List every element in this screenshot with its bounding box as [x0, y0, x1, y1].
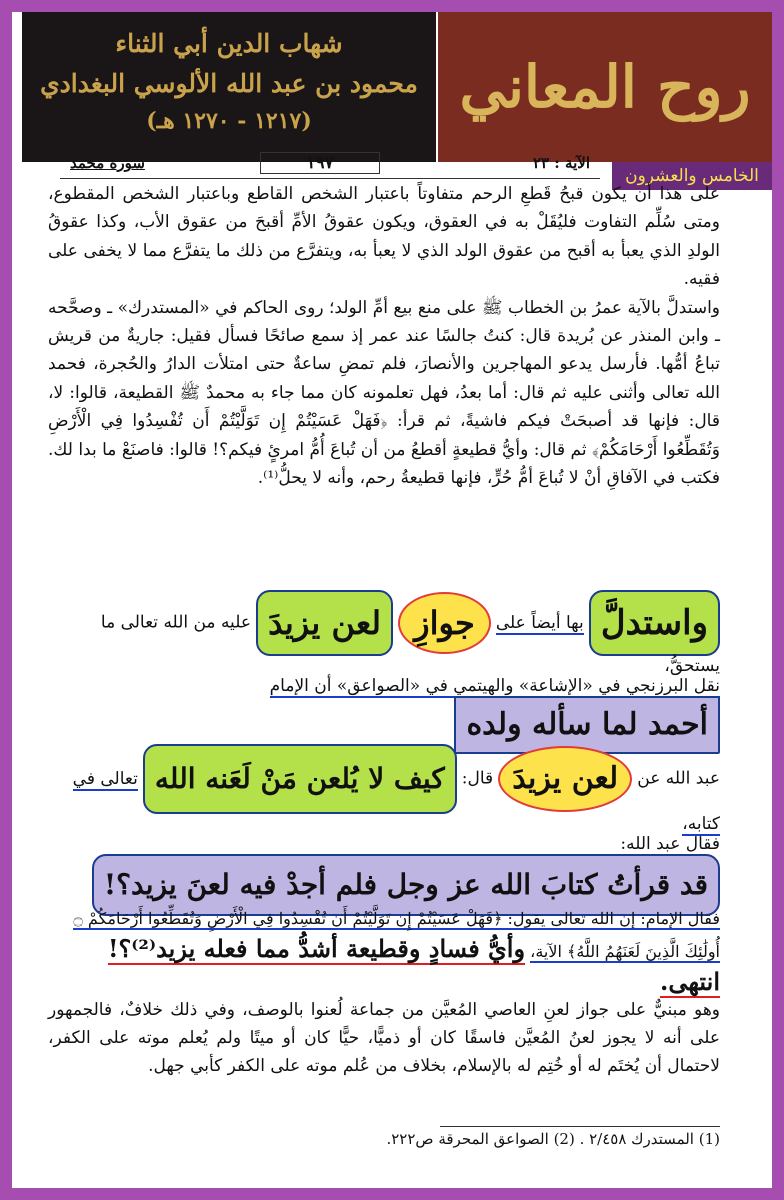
line3-qal: قال: [461, 768, 494, 789]
quote-box: كيف لا يُلعن مَنْ لَعَنه الله [143, 744, 457, 814]
author-line-1: شهاب الدين أبي الثناء [115, 29, 343, 58]
ayah-number: الآية : ٢٣ [532, 154, 590, 172]
paragraph-1: على هذا أن يكون قبحُ قَطعِ الرحم متفاوتاً باعتبار الشخص القاطع وباعتبار الشخص المقطوع، ومتى سُلِّم التفاوت فليُقَلْ به في العقوق، ويكون عقوقُ الأمِّ أقبحَ من عقوق الأب، وكذا عقوقُ الولدِ الذي يعبأ به أقبح من عقوق الولد الذي لا يعبأ به، ويتفرَّع من ذلك ما يتفرَّع مما لا يخفى على فقيه. [48, 184, 720, 290]
volume-label: الخامس والعشرون [612, 162, 772, 190]
line4-start: فقال عبد الله: [620, 834, 720, 854]
surah-name: سورة محمد [70, 154, 145, 172]
line3-end: تعالى في كتابه، [72, 768, 720, 834]
highlight-line-5 [48, 904, 720, 994]
paragraph-2: واستدلَّ بالآية عمرُ بن الخطاب ﷺ على منع بيع أمِّ الولد؛ روى الحاكم في «المستدرك» ـ وصحَّحه ـ وابن المنذر عن بُريدة قال: كنتُ جالسًا عند عمر إذ سمع صائحًا فسأل فقيل: جاريةٌ من قريش تباعُ أمُّها. فأرسل يدعو المهاجرين والأنصارَ، فلم تمضِ ساعةٌ حتى امتلأت الدارُ والحُجرة، فحمد الله تعالى وأثنى عليه ثم قال: أما بعدُ، فهل تعلمونه كان مما جاء به محمدٌ ﷺ القطيعة، قالوا: لا، قال: فإنها قد أصبحَتْ فيكم فاشيةً، ثم قرأ: ﴿فَهَلْ عَسَيْتُمْ إِن تَوَلَّيْتُمْ أَن تُفْسِدُوا فِي الْأَرْضِ وَتُقَطِّعُوا أَرْحَامَكُمْ﴾ ثم قال: وأيُّ قطيعةٍ أقطعُ من أن تُباعَ أُمُّ امرئٍ فيكم؟! قالوا: فاصنَعْ ما بدا لك. فكتب في الآفاقِ أنْ لا تُباعَ أمُّ حُرٍّ، فإنها قطيعةُ رحم، وأنه لا يحلُّ⁽¹⁾. [48, 297, 720, 489]
question-box: قد قرأتُ كتابَ الله عز وجل فلم أجدْ فيه لعنَ يزيد؟! [92, 854, 720, 916]
highlight-line-1 [48, 590, 720, 676]
footnotes: (1) المستدرك ٢/٤٥٨ . (2) الصواعق المحرقة ص٢٢٢. [386, 1130, 720, 1148]
highlight-line-4 [48, 834, 720, 900]
author-banner [22, 12, 436, 162]
ahmad-box: أحمد لما سأله ولده [454, 696, 720, 754]
page-number: ١٩٧ [260, 152, 380, 174]
body-text [48, 180, 720, 492]
start-box: واستدلَّ [589, 590, 720, 656]
highlight-line-3 [48, 744, 720, 834]
line5-text: فقال الإمام: إن الله تعالى يقول: ﴿فَهَلْ عَسَيْتُمْ إِن تَوَلَّيْتُمْ أَن تُفْسِدُوا فِي الْأَرْضِ وَتُقَطِّعُوا أَرْحَامَكُمْ ۝ أُولَٰئِكَ الَّذِينَ لَعَنَهُمُ اللَّهُ﴾ الآية، [73, 909, 720, 961]
highlight-line-2 [48, 676, 720, 742]
line5-bold: وأيُّ فسادٍ وقطيعة أشدُّ مما فعله يزيد⁽²⁾؟! انتهى. [108, 934, 720, 996]
page-header [60, 150, 600, 178]
jawaz-circle: جوازِ [398, 592, 491, 654]
yazid-circle: لعن يزيدَ [498, 746, 632, 812]
header-rule [60, 178, 600, 179]
yazid-box: لعن يزيدَ [256, 590, 393, 656]
author-dates: (١٢١٧ - ١٢٧٠ هـ) [146, 108, 312, 134]
line2-text: نقل البرزنجي في «الإشاعة» والهيتمي في «الصواعق» أن الإمام [269, 676, 720, 696]
line1-end: عليه من الله تعالى ما يستحقُّ، [100, 612, 720, 676]
closing-paragraph: وهو مبنيٌّ على جواز لعنِ العاصي المُعيَّن من جماعة لُعنوا بالوصف، وفي ذلك خلافٌ، فالجمهور على أنه لا يجوز لعنُ المُعيَّن فاسقًا كان أو ذميًّا، حيًّا كان أو ميتًا ولم يُعلم موته على الكفر، لاحتمال أن يُختَم له أو خُتِم له بالإسلام، بخلاف من عُلم موته على الكفر كأبي جهل. [48, 1000, 720, 1076]
line3-start: عبد الله عن [637, 768, 720, 789]
line1-mid: بها أيضاً على [495, 612, 584, 633]
footnote-rule [440, 1126, 720, 1127]
author-line-2: محمود بن عبد الله الألوسي البغدادي [40, 69, 418, 98]
book-title-banner: روح المعاني [438, 12, 772, 162]
